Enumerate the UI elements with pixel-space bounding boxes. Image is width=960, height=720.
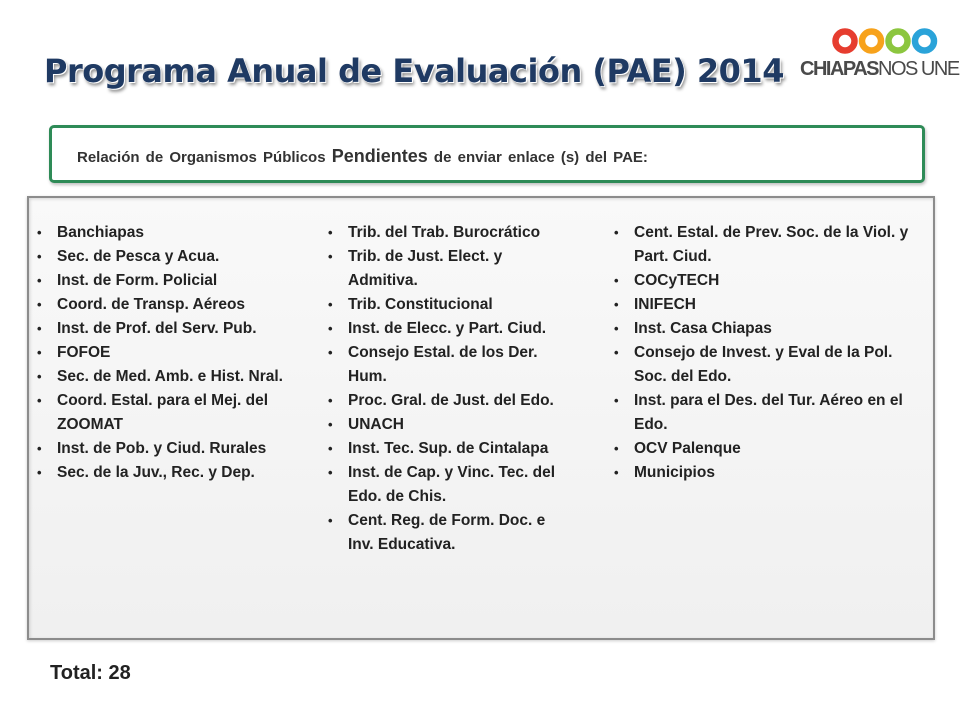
list-item-label: Inst. de Form. Policial <box>57 272 218 289</box>
list-item <box>37 437 307 461</box>
bullet-icon: • <box>328 321 333 336</box>
list-item-label: Proc. Gral. de Just. del Edo. <box>348 392 554 409</box>
list-item-label: Inst. de Pob. y Ciud. Rurales <box>57 440 267 457</box>
list-item <box>37 389 307 437</box>
bullet-icon: • <box>328 249 333 264</box>
logo-text-thin: NOS UNE <box>878 58 959 80</box>
list-item-label: FOFOE <box>57 344 111 361</box>
list-item-label: Inst. Tec. Sup. de Cintalapa <box>348 440 549 457</box>
bullet-icon: • <box>37 297 42 312</box>
list-item-label: INIFECH <box>634 296 696 313</box>
list-item-label: Inst. de Elecc. y Part. Ciud. <box>348 320 547 337</box>
list-item <box>328 389 573 413</box>
list-item-label: Consejo Estal. de los Der. Hum. <box>348 344 538 385</box>
bullet-icon: • <box>328 513 333 528</box>
bullet-icon: • <box>37 273 42 288</box>
list-item <box>37 293 307 317</box>
list-item <box>614 461 914 485</box>
list-item-label: COCyTECH <box>634 272 720 289</box>
banner-text <box>77 146 648 167</box>
bullet-icon: • <box>37 345 42 360</box>
list-item-label: Municipios <box>634 464 715 481</box>
bullet-icon: • <box>328 417 333 432</box>
list-item <box>37 245 307 269</box>
list-item <box>614 341 914 389</box>
list-item <box>37 341 307 365</box>
bullet-icon: • <box>614 321 619 336</box>
list-item-label: Banchiapas <box>57 224 145 241</box>
organisms-column-1 <box>37 221 307 485</box>
list-item <box>328 437 573 461</box>
list-item <box>37 221 307 245</box>
bullet-icon: • <box>614 225 619 240</box>
bullet-icon: • <box>328 465 333 480</box>
list-item-label: Sec. de Pesca y Acua. <box>57 248 220 265</box>
chiapas-logo <box>800 26 959 86</box>
list-item <box>614 437 914 461</box>
list-item <box>328 293 573 317</box>
bullet-icon: • <box>614 393 619 408</box>
list-item <box>328 317 573 341</box>
banner-text-after: de enviar enlace (s) del PAE: <box>427 149 648 166</box>
list-item <box>37 461 307 485</box>
logo-text-bold: CHIAPAS <box>800 58 879 80</box>
bullet-icon: • <box>328 393 333 408</box>
list-item <box>37 365 307 389</box>
list-item-label: Cent. Reg. de Form. Doc. e Inv. Educativa. <box>348 512 546 553</box>
list-item-label: Coord. Estal. para el Mej. del ZOOMAT <box>57 392 269 433</box>
bullet-icon: • <box>328 345 333 360</box>
bullet-icon: • <box>37 249 42 264</box>
list-item <box>614 221 914 269</box>
list-item <box>328 461 573 509</box>
list-item <box>614 317 914 341</box>
page-title: Programa Anual de Evaluación (PAE) 2014 <box>44 52 784 90</box>
organisms-column-2 <box>328 221 573 557</box>
list-item <box>37 269 307 293</box>
list-item-label: OCV Palenque <box>634 440 741 457</box>
list-item-label: UNACH <box>348 416 404 433</box>
list-item <box>37 317 307 341</box>
bullet-icon: • <box>37 393 42 408</box>
list-item-label: Inst. Casa Chiapas <box>634 320 772 337</box>
banner-text-emphasis: Pendientes <box>331 146 428 166</box>
list-item <box>328 413 573 437</box>
logo-wordmark <box>800 58 959 81</box>
list-item <box>328 245 573 293</box>
bullet-icon: • <box>328 225 333 240</box>
list-item-label: Sec. de Med. Amb. e Hist. Nral. <box>57 368 283 385</box>
bullet-icon: • <box>37 321 42 336</box>
list-item-label: Sec. de la Juv., Rec. y Dep. <box>57 464 255 481</box>
list-item <box>328 341 573 389</box>
bullet-icon: • <box>328 297 333 312</box>
list-item-label: Trib. de Just. Elect. y Admitiva. <box>348 248 503 289</box>
bullet-icon: • <box>37 225 42 240</box>
organisms-column-3 <box>614 221 914 485</box>
bullet-icon: • <box>614 465 619 480</box>
total-count: Total: 28 <box>50 662 131 684</box>
list-item-label: Inst. de Cap. y Vinc. Tec. del Edo. de Chis. <box>348 464 556 505</box>
list-item-label: Cent. Estal. de Prev. Soc. de la Viol. y Part. Ciud. <box>634 224 909 265</box>
list-item <box>328 509 573 557</box>
banner-text-before: Relación de Organismos Públicos <box>77 149 332 166</box>
list-item-label: Inst. para el Des. del Tur. Aéreo en el Edo. <box>634 392 903 433</box>
bullet-icon: • <box>614 441 619 456</box>
list-item-label: Inst. de Prof. del Serv. Pub. <box>57 320 257 337</box>
logo-rings-icon <box>832 28 938 54</box>
bullet-icon: • <box>37 465 42 480</box>
list-item-label: Trib. Constitucional <box>348 296 493 313</box>
bullet-icon: • <box>614 345 619 360</box>
bullet-icon: • <box>614 273 619 288</box>
list-item <box>614 293 914 317</box>
list-item-label: Consejo de Invest. y Eval de la Pol. Soc. del Edo. <box>634 344 893 385</box>
bullet-icon: • <box>614 297 619 312</box>
bullet-icon: • <box>37 441 42 456</box>
bullet-icon: • <box>37 369 42 384</box>
list-item-label: Trib. del Trab. Burocrático <box>348 224 541 241</box>
list-item <box>614 389 914 437</box>
list-item <box>614 269 914 293</box>
list-item-label: Coord. de Transp. Aéreos <box>57 296 246 313</box>
organisms-list-box <box>27 196 935 640</box>
pending-banner <box>49 125 925 183</box>
bullet-icon: • <box>328 441 333 456</box>
list-item <box>328 221 573 245</box>
